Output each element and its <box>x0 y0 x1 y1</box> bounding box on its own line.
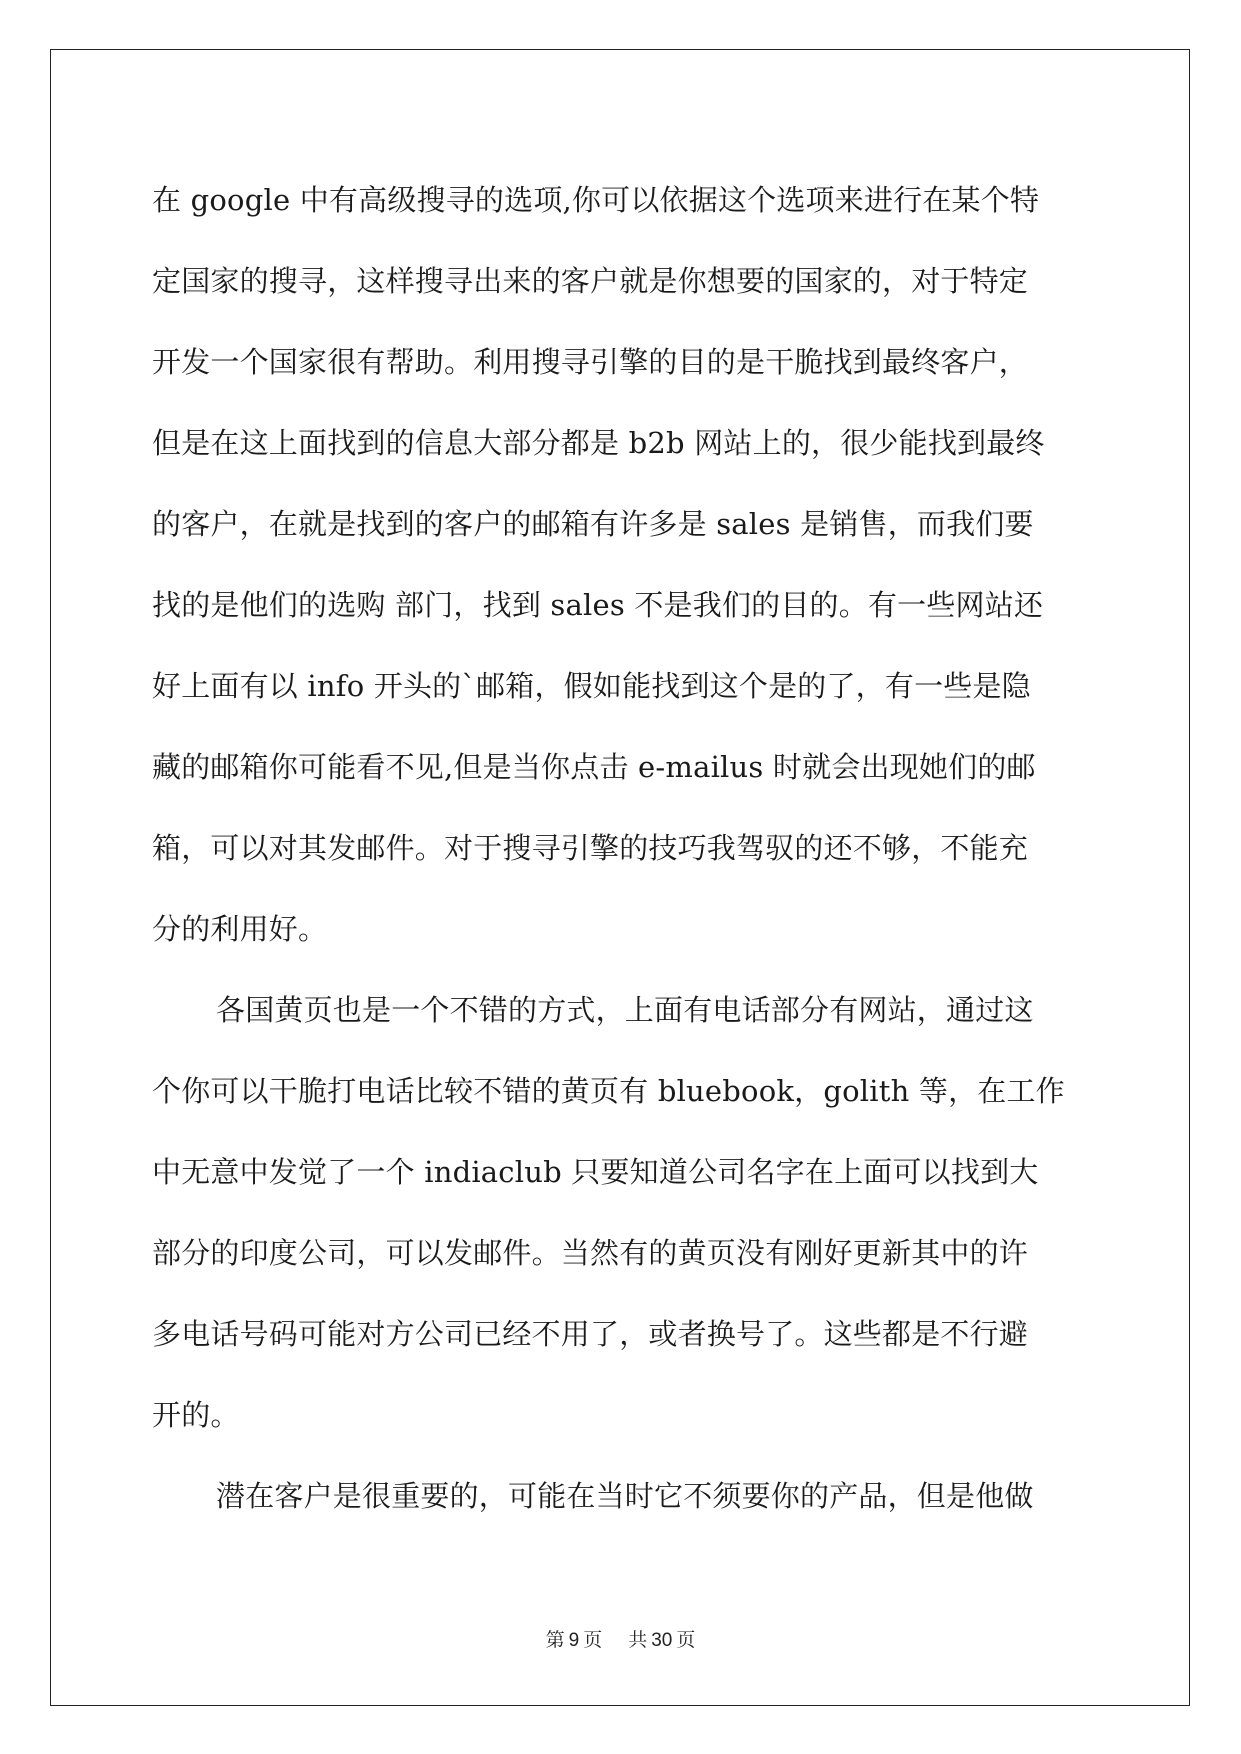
text-line: 好上面有以 info 开头的`邮箱，假如能找到这个是的了，有一些是隐 <box>152 669 1031 703</box>
text-line: 分的利用好。 <box>152 912 328 946</box>
page-suffix: 页 <box>583 1630 603 1651</box>
text-line: 在 google 中有高级搜寻的选项,你可以依据这个选项来进行在某个特 <box>152 183 1040 217</box>
text-line: 箱，可以对其发邮件。对于搜寻引擎的技巧我驾驭的还不够，不能充 <box>152 831 1029 865</box>
text-line: 的客户，在就是找到的客户的邮箱有许多是 sales 是销售，而我们要 <box>152 507 1034 541</box>
text-line: 定国家的搜寻，这样搜寻出来的客户就是你想要的国家的，对于特定 <box>152 264 1029 298</box>
text-line: 找的是他们的选购 部门，找到 sales 不是我们的目的。有一些网站还 <box>152 588 1044 622</box>
text-line: 部分的印度公司，可以发邮件。当然有的黄页没有刚好更新其中的许 <box>152 1236 1029 1270</box>
text-line: 多电话号码可能对方公司已经不用了，或者换号了。这些都是不行避 <box>152 1317 1029 1351</box>
text-line: 开的。 <box>152 1398 240 1432</box>
document-body <box>152 160 1092 1537</box>
text-line: 藏的邮箱你可能看不见,但是当你点击 e-mailus 时就会出现她们的邮 <box>152 750 1036 784</box>
text-line: 中无意中发觉了一个 indiaclub 只要知道公司名字在上面可以找到大 <box>152 1155 1039 1189</box>
text-line: 个你可以干脆打电话比较不错的黄页有 bluebook，golith 等，在工作 <box>152 1074 1065 1108</box>
text-line: 但是在这上面找到的信息大部分都是 b2b 网站上的，很少能找到最终 <box>152 426 1045 460</box>
total-suffix: 页 <box>676 1630 696 1651</box>
text-line: 潜在客户是很重要的，可能在当时它不须要你的产品，但是他做 <box>216 1479 1034 1513</box>
page-footer <box>0 1625 1241 1652</box>
page-prefix: 第 <box>545 1630 565 1651</box>
total-prefix: 共 <box>628 1630 648 1651</box>
text-line: 开发一个国家很有帮助。利用搜寻引擎的目的是干脆找到最终客户， <box>152 345 1029 379</box>
page-number: 9 <box>568 1630 580 1651</box>
text-line: 各国黄页也是一个不错的方式，上面有电话部分有网站，通过这 <box>216 993 1034 1027</box>
total-pages: 30 <box>651 1630 673 1651</box>
